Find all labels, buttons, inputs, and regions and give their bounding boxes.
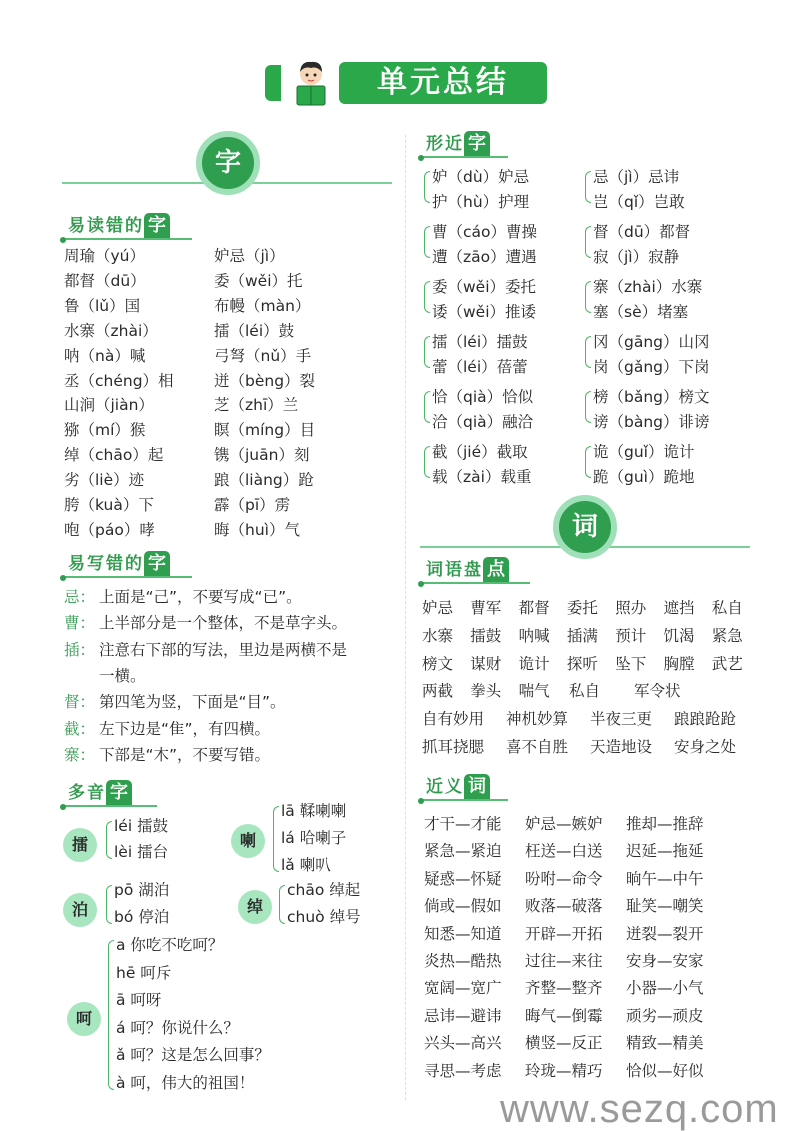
list-item: 迸（bèng）裂 (214, 371, 316, 390)
brace (424, 336, 430, 368)
vocab-word: 武艺 (711, 654, 743, 673)
similar-heading (420, 130, 508, 158)
misread-heading (62, 212, 192, 240)
miswrite-note: 第四笔为竖，下面是“目”。 (99, 693, 286, 712)
heading-dot (60, 804, 66, 810)
miswrite-char: 插： (64, 640, 96, 659)
miswrite-note: 上面是“己”，不要写成“已”。 (99, 588, 302, 606)
polyphone-heading (62, 779, 157, 807)
vocab-word: 军令状 (634, 682, 681, 701)
idiom: 自有妙用 (422, 710, 485, 728)
similar-item: 遭（zāo）遭遇 (432, 248, 537, 266)
synonym-pair: 宽阔—宽广 (424, 979, 502, 998)
idiom: 抓耳挠腮 (422, 738, 485, 756)
vocab-word: 拳头 (470, 682, 502, 701)
list-item: 布幔（màn） (214, 296, 311, 315)
polyphone-char: 泊 (63, 893, 97, 927)
synonyms-heading (420, 773, 508, 801)
list-item: 芝（zhī）兰 (214, 396, 299, 415)
list-item: 胯（kuà）下 (64, 496, 154, 514)
watermark: www.sezq.com (500, 1087, 779, 1131)
brace (273, 806, 279, 872)
miswrite-char: 截： (64, 719, 96, 738)
similar-item: 忌（jì）忌讳 (593, 168, 680, 186)
miswrite-heading (62, 550, 192, 578)
vocab-word: 私自 (569, 682, 601, 701)
list-item: 委（wěi）托 (214, 271, 303, 290)
synonym-pair: 安身—安家 (626, 952, 704, 970)
synonym-pair: 小器—小气 (626, 979, 704, 998)
polyphone-reading: lǎ 喇叭 (281, 856, 331, 874)
list-item: 周瑜（yú） (64, 247, 145, 265)
list-item: 镌（juān）刻 (214, 446, 310, 465)
list-item: 弓弩（nǔ）手 (214, 346, 312, 365)
list-item: 绰（chāo）起 (64, 446, 164, 465)
list-item: 霹（pī）雳 (214, 496, 291, 514)
brace (424, 281, 430, 313)
polyphone-reading: chuò 绰号 (287, 908, 361, 926)
polyphone-char: 擂 (63, 828, 97, 862)
vocab-word: 呐喊 (518, 626, 550, 645)
brace (279, 885, 285, 924)
polyphone-reading: léi 擂鼓 (114, 817, 169, 835)
synonym-pair: 疑惑—怀疑 (424, 869, 502, 888)
similar-item: 妒（dù）妒忌 (432, 168, 530, 186)
polyphone-reading: ǎ 呵？这是怎么回事？ (116, 1046, 270, 1065)
idiom: 踉踉跄跄 (674, 710, 737, 728)
brace (424, 391, 430, 423)
vocab-word: 妒忌 (422, 599, 454, 617)
heading-badge: 字 (106, 780, 132, 805)
similar-item: 委（wěi）委托 (432, 278, 537, 296)
synonym-pair: 炎热—酷热 (424, 952, 502, 970)
similar-item: 诡（guǐ）诡计 (593, 443, 695, 461)
vocab-word: 探听 (566, 654, 598, 673)
idiom: 喜不自胜 (506, 738, 569, 756)
list-item: 擂（léi）鼓 (214, 321, 295, 340)
vocab-word: 照办 (615, 599, 647, 617)
idiom: 神机妙算 (506, 710, 569, 728)
vocab-word: 水寨 (422, 626, 454, 645)
vocab-heading (420, 556, 530, 584)
list-item: 鲁（lǔ）国 (64, 296, 141, 315)
similar-item: 跪（guì）跪地 (593, 468, 695, 486)
heading-dot (418, 798, 424, 804)
heading-dot (60, 575, 66, 581)
similar-item: 寨（zhài）水寨 (593, 278, 703, 296)
vocab-word: 谋财 (470, 654, 502, 673)
synonym-pair: 晌午—中午 (626, 869, 704, 888)
similar-item: 塞（sè）堵塞 (593, 303, 689, 321)
polyphone-reading: pō 湖泊 (114, 881, 170, 899)
synonym-pair: 败落—破落 (525, 897, 603, 916)
column-divider (405, 135, 406, 1100)
polyphone-reading: a 你吃不吃呵？ (116, 936, 224, 954)
heading-text: 词语盘 (426, 560, 483, 580)
synonym-pair: 推却—推辞 (626, 815, 704, 833)
miswrite-note: 上半部分是一个整体，不是草字头。 (99, 614, 348, 633)
similar-item: 冈（gāng）山冈 (593, 333, 710, 351)
vocab-word: 两截 (422, 682, 454, 701)
brace (585, 226, 591, 258)
synonym-pair: 恰似—好似 (626, 1061, 704, 1080)
similar-item: 蕾（léi）蓓蕾 (432, 358, 528, 376)
vocab-word: 榜文 (422, 654, 454, 673)
synonym-pair: 知悉—知道 (424, 924, 502, 943)
heading-dot (418, 155, 424, 161)
similar-item: 督（dū）都督 (593, 223, 691, 241)
heading-badge: 字 (144, 551, 170, 576)
polyphone-reading: ā 呵呀 (116, 991, 162, 1010)
char-section-badge: 字 (196, 131, 260, 195)
synonym-pair: 兴头—高兴 (424, 1034, 502, 1053)
heading-badge: 点 (483, 557, 509, 582)
heading-badge: 字 (144, 213, 170, 238)
list-item: 丞（chéng）相 (64, 371, 174, 390)
synonym-pair: 寻思—考虑 (424, 1061, 502, 1080)
list-item: 踉（liàng）跄 (214, 471, 314, 490)
brace (106, 885, 112, 924)
polyphone-reading: lèi 擂台 (114, 843, 169, 861)
miswrite-note: 下部是“木”，不要写错。 (99, 745, 271, 764)
polyphone-char: 喇 (231, 824, 265, 858)
list-item: 妒忌（jì） (214, 247, 285, 265)
synonym-pair: 枉送—白送 (525, 842, 603, 861)
polyphone-char: 呵 (67, 1002, 101, 1036)
synonym-pair: 忌讳—避讳 (424, 1006, 502, 1025)
similar-item: 曹（cáo）曹操 (432, 223, 538, 241)
similar-item: 诿（wěi）推诿 (432, 303, 537, 321)
polyphone-reading: à 呵，伟大的祖国！ (116, 1074, 255, 1092)
synonym-pair: 精致—精美 (626, 1034, 704, 1053)
miswrite-char: 寨： (64, 745, 96, 764)
vocab-word: 曹军 (470, 599, 502, 617)
polyphone-char: 绰 (238, 890, 272, 924)
vocab-word: 紧急 (711, 626, 743, 645)
synonym-pair: 横竖—反正 (525, 1034, 603, 1053)
synonym-pair: 紧急—紧迫 (424, 842, 502, 861)
heading-badge: 词 (464, 774, 490, 799)
similar-item: 岗（gǎng）下岗 (593, 358, 710, 376)
banner-title: 单元总结 (339, 62, 547, 104)
similar-item: 谤（bàng）诽谤 (593, 413, 710, 431)
vocab-word: 诡计 (518, 654, 550, 673)
miswrite-char: 曹： (64, 614, 96, 633)
banner-left-bracket (265, 65, 281, 101)
similar-item: 岂（qǐ）岂敢 (593, 193, 685, 211)
polyphone-reading: lá 哈喇子 (281, 829, 347, 847)
synonym-pair: 耻笑—嘲笑 (626, 897, 704, 916)
similar-item: 榜（bǎng）榜文 (593, 388, 710, 406)
vocab-word: 委托 (566, 599, 598, 617)
vocab-word: 预计 (615, 626, 647, 645)
brace (585, 336, 591, 368)
synonym-pair: 倘或—假如 (424, 897, 502, 916)
similar-item: 恰（qià）恰似 (432, 388, 534, 406)
brace (585, 391, 591, 423)
list-item: 山涧（jiàn） (64, 396, 154, 415)
synonym-pair: 晦气—倒霉 (525, 1006, 603, 1025)
synonym-pair: 齐整—整齐 (525, 979, 603, 998)
miswrite-note: 注意右下部的写法，里边是两横不是 (99, 640, 348, 659)
brace (108, 940, 114, 1090)
heading-text: 近义 (426, 777, 464, 797)
miswrite-char: 督： (64, 693, 96, 712)
vocab-word: 私自 (711, 599, 743, 617)
vocab-word: 胸膛 (663, 654, 695, 673)
similar-item: 载（zài）载重 (432, 468, 532, 486)
heading-text: 多音 (68, 783, 106, 803)
polyphone-reading: bó 停泊 (114, 908, 170, 926)
miswrite-note: 一横。 (99, 666, 146, 685)
list-item: 猕（mí）猴 (64, 421, 146, 440)
polyphone-reading: lā 鞣喇喇 (281, 802, 347, 820)
heading-dot (418, 581, 424, 587)
heading-badge: 字 (464, 131, 490, 156)
vocab-word: 坠下 (615, 654, 647, 673)
similar-item: 擂（léi）擂鼓 (432, 333, 528, 351)
idiom: 天造地设 (590, 738, 653, 756)
synonym-pair: 过往—来往 (525, 952, 603, 970)
miswrite-char: 忌： (64, 588, 96, 606)
idiom: 安身之处 (674, 738, 737, 756)
polyphone-reading: hē 呵斥 (116, 963, 172, 982)
list-item: 都督（dū） (64, 271, 146, 290)
word-section-badge: 词 (553, 495, 617, 559)
synonym-pair: 才干—才能 (424, 815, 502, 833)
similar-item: 护（hù）护理 (432, 193, 530, 211)
brace (585, 171, 591, 203)
synonym-pair: 开辟—开拓 (525, 924, 603, 943)
vocab-word: 擂鼓 (470, 626, 502, 645)
list-item: 水寨（zhài） (64, 321, 158, 340)
list-item: 劣（liè）迹 (64, 471, 145, 490)
brace (424, 226, 430, 258)
vocab-word: 喘气 (518, 682, 550, 701)
list-item: 呐（nà）喊 (64, 346, 146, 365)
vocab-word: 饥渴 (663, 626, 695, 645)
brace (585, 446, 591, 478)
polyphone-reading: chāo 绰起 (287, 881, 361, 899)
polyphone-reading: á 呵？你说什么？ (116, 1018, 239, 1037)
brace (106, 821, 112, 859)
vocab-word: 遮挡 (663, 599, 695, 617)
similar-item: 寂（jì）寂静 (593, 248, 680, 266)
unit-summary-banner (265, 62, 547, 104)
boy-reading-icon (289, 60, 333, 106)
synonym-pair: 妒忌—嫉妒 (525, 815, 603, 833)
brace (424, 446, 430, 478)
list-item: 晦（huì）气 (214, 520, 300, 539)
list-item: 瞑（míng）目 (214, 421, 316, 440)
synonym-pair: 顽劣—顽皮 (626, 1006, 704, 1025)
heading-dot (60, 237, 66, 243)
similar-item: 截（jié）截取 (432, 443, 528, 461)
miswrite-note: 左下边是“隹”，有四横。 (99, 719, 271, 738)
synonym-pair: 吩咐—命令 (525, 869, 603, 888)
vocab-word: 都督 (518, 599, 550, 617)
heading-text: 易读错的 (68, 216, 144, 236)
idiom: 半夜三更 (590, 710, 653, 728)
brace (585, 281, 591, 313)
vocab-word: 插满 (566, 626, 598, 645)
similar-item: 洽（qià）融洽 (432, 413, 534, 431)
synonym-pair: 迸裂—裂开 (626, 924, 704, 943)
brace (424, 171, 430, 203)
heading-text: 易写错的 (68, 554, 144, 574)
heading-text: 形近 (426, 134, 464, 154)
list-item: 咆（páo）哮 (64, 520, 155, 539)
synonym-pair: 玲珑—精巧 (525, 1061, 603, 1080)
synonym-pair: 迟延—拖延 (626, 842, 704, 861)
